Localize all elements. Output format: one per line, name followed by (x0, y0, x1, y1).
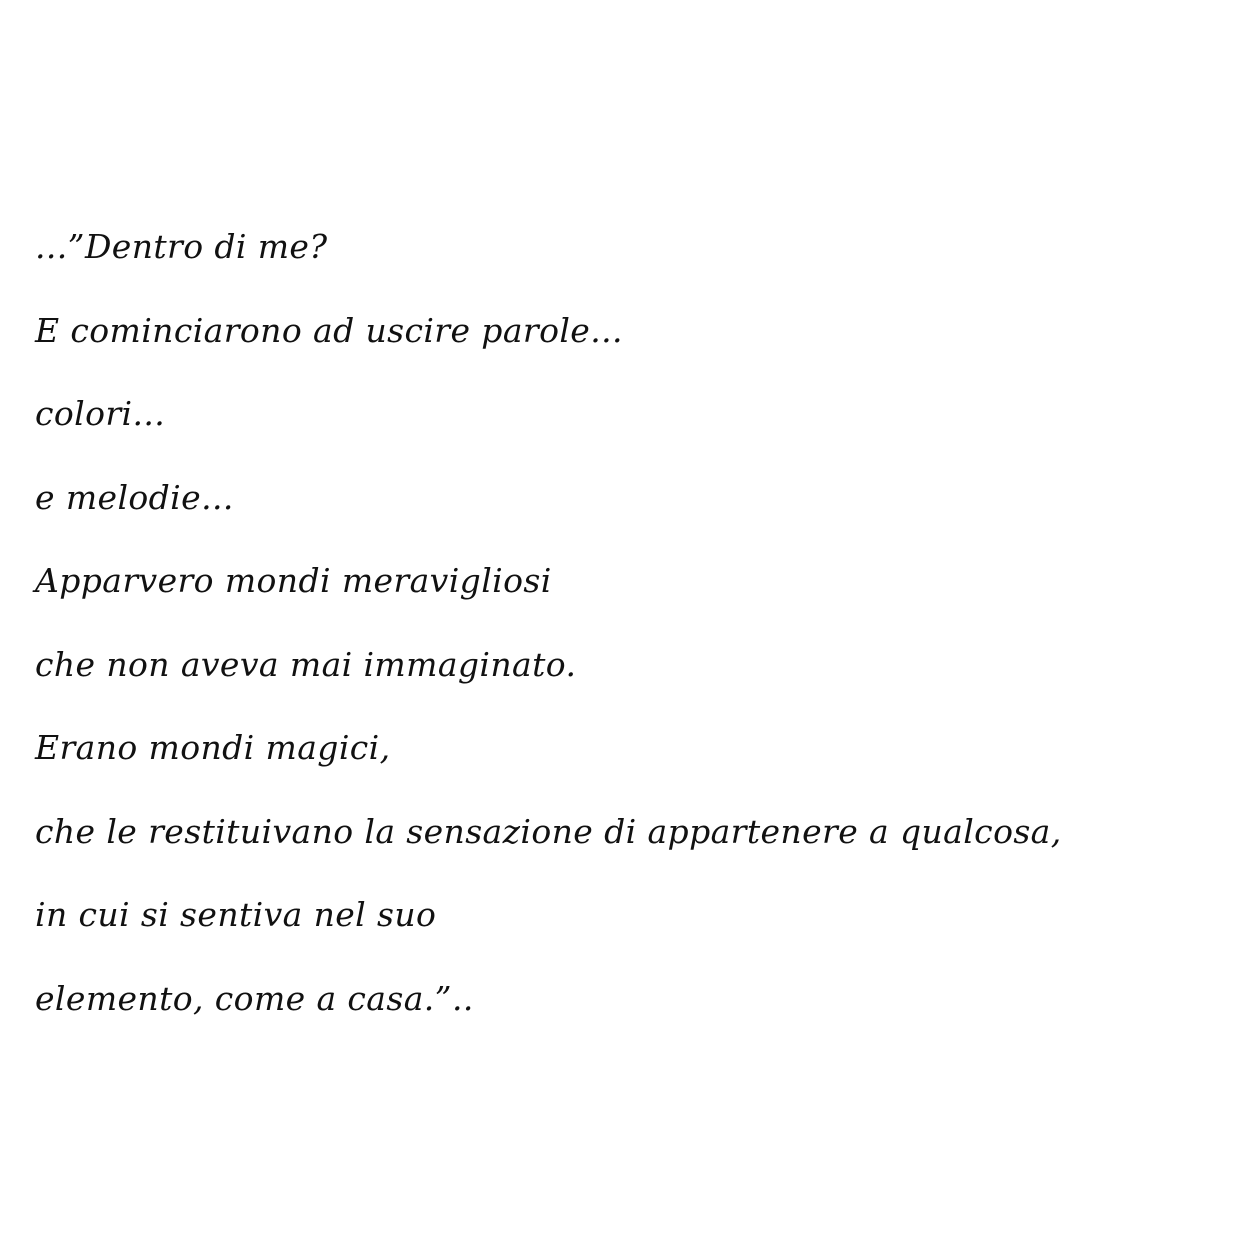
poem-line: e melodie... (35, 477, 234, 517)
poem-line: ...”Dentro di me? (35, 227, 328, 266)
poem-line: elemento, come a casa.”.. (35, 978, 474, 1018)
poem-text (35, 218, 1062, 1053)
poem-line: che non aveva mai immaginato. (35, 644, 577, 684)
poem-line: Apparvero mondi meravigliosi (35, 561, 552, 600)
poem-line: Erano mondi magici, (35, 728, 391, 767)
poem-line: E cominciarono ad uscire parole... (35, 310, 623, 350)
poem-line: in cui si sentiva nel suo (35, 895, 437, 934)
poem-line: colori... (35, 394, 166, 433)
poem-line: che le restituivano la sensazione di appartenere a qualcosa, (35, 811, 1062, 851)
